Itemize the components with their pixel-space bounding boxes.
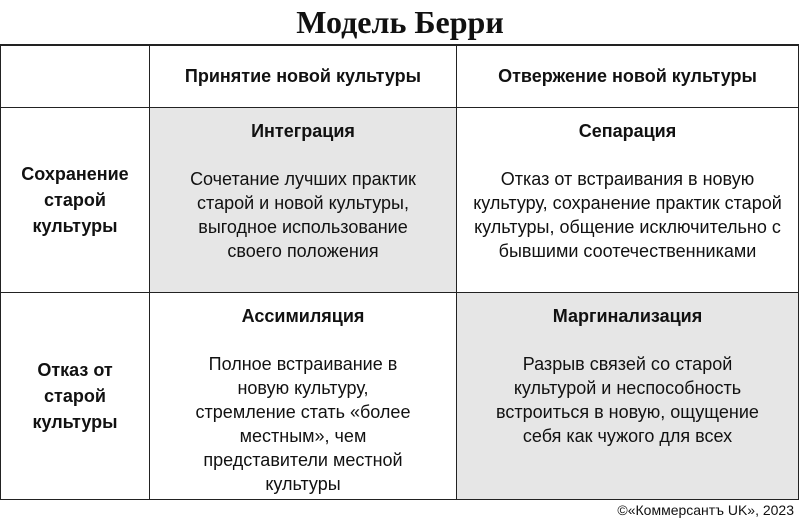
row-header-label: Отказ от старой культуры [32,360,118,432]
cell-title: Ассимиляция [241,306,365,326]
row-header-abandonment [1,293,150,500]
cell-title: Маргинализация [552,306,703,326]
row-header-label: Сохранение старой культуры [21,164,129,236]
cell-title: Сепарация [578,121,677,141]
cell-separation [457,108,799,293]
berry-model-table [0,44,799,500]
cell-integration [150,108,457,293]
cell-description: Сочетание лучших практик старой и новой культуры, выгодное использование своего положения [190,169,416,261]
cell-description: Полное встраивание в новую культуру, стремление стать «более местным», чем представители местной культуры [195,354,411,494]
column-header-acceptance: Принятие новой культуры [150,46,457,108]
empty-corner-cell [1,46,150,108]
cell-description: Отказ от встраивания в новую культуру, сохранение практик старой культуры, общение исключительно с бывшими соотечественниками [473,169,782,261]
cell-title: Интеграция [251,121,355,141]
cell-marginalization [457,293,799,500]
copyright-credit: ©«Коммерсантъ UK», 2023 [617,502,794,518]
column-header-rejection: Отвержение новой культуры [457,46,799,108]
cell-description: Разрыв связей со старой культурой и неспособность встроиться в новую, ощущение себя как чужого для всех [496,354,759,446]
row-header-preservation [1,108,150,293]
diagram-title: Модель Берри [296,4,504,40]
cell-assimilation [150,293,457,500]
